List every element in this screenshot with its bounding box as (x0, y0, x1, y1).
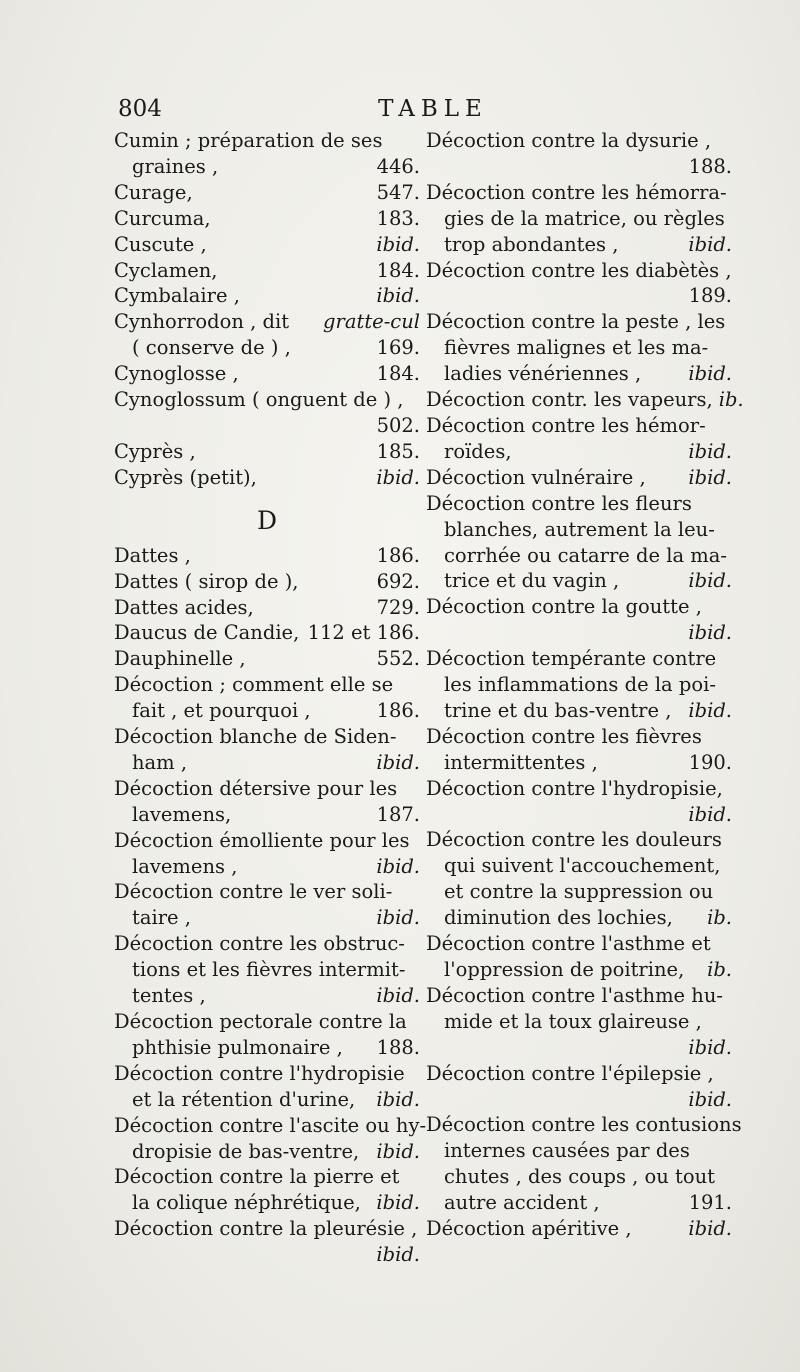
entry-text: roïdes, (444, 439, 512, 463)
entry-line (114, 1139, 420, 1165)
entry-text: Décoction ; comment elle se (114, 673, 394, 697)
page-reference: ibid. (376, 906, 420, 930)
page-reference: ibid. (688, 232, 732, 256)
entry-line (114, 1061, 420, 1087)
index-entry (426, 1216, 732, 1242)
entry-text: Daucus de Candie, (114, 621, 300, 645)
entry-text: Cyclamen, (114, 258, 218, 282)
page-reference: 184. (376, 362, 420, 386)
entry-text: fait , et pourquoi , (132, 699, 311, 723)
entry-line (426, 724, 732, 750)
entry-text: phthisie pulmonaire , (132, 1035, 343, 1059)
entry-text: Décoction contre les diabètès , (426, 258, 732, 282)
entry-text: Décoction contre les hémor- (426, 413, 706, 437)
entry-line (114, 1035, 420, 1061)
entry-line (114, 828, 420, 854)
entry-text: ( conserve de ) , (132, 336, 291, 360)
entry-line (426, 465, 732, 491)
entry-text: Décoction vulnéraire , (426, 465, 646, 489)
entry-line (114, 180, 420, 206)
entry-line (114, 465, 420, 491)
index-entry (114, 206, 420, 232)
entry-line (114, 646, 420, 672)
page-reference: ibid. (376, 984, 420, 1008)
page-reference: ibid. (688, 465, 732, 489)
index-entry (114, 724, 420, 776)
index-entry (114, 1216, 420, 1268)
index-entry (114, 232, 420, 258)
page-reference: 183. (376, 206, 420, 230)
entry-line (426, 646, 732, 672)
entry-text: tions et les fièvres intermit- (132, 958, 406, 982)
index-entry (426, 309, 732, 387)
entry-text: Curcuma, (114, 206, 211, 230)
entry-line (114, 957, 420, 983)
entry-line (114, 672, 420, 698)
page-reference: 729. (376, 595, 420, 619)
entry-text: Décoction contre la pierre et (114, 1165, 400, 1189)
index-entry (426, 387, 744, 413)
entry-line (114, 854, 420, 880)
entry-text: Décoction contre les obstruc- (114, 932, 405, 956)
page-reference: 552. (376, 647, 420, 671)
entry-text: Cynoglossum ( onguent de ) , (114, 388, 404, 412)
entry-text: trop abondantes , (444, 232, 619, 256)
entry-text: Décoction contre les hémorra- (426, 180, 727, 204)
entry-line (114, 620, 420, 646)
index-entry (426, 413, 732, 465)
entry-text: blanches, autrement la leu- (444, 517, 715, 541)
index-entry (114, 828, 420, 880)
entry-text: Décoction contre l'hydropisie (114, 1061, 405, 1085)
entry-line (114, 387, 420, 413)
index-entry (114, 569, 420, 595)
entry-line (114, 1009, 420, 1035)
page-reference: 502. (376, 413, 420, 437)
index-entry (426, 1112, 742, 1216)
page-reference: ibid. (376, 1191, 420, 1215)
entry-line (114, 206, 420, 232)
index-entry (426, 594, 732, 646)
entry-line (114, 1190, 420, 1216)
entry-text: Décoction contre la dysurie , (426, 129, 712, 152)
page-reference: 189. (688, 284, 732, 308)
entry-line (426, 879, 732, 905)
index-entry (114, 128, 420, 180)
entry-line (426, 154, 732, 180)
entry-text: corrhée ou catarre de la ma- (444, 543, 728, 567)
entry-line (426, 1190, 732, 1216)
page-reference: 188. (688, 154, 732, 178)
entry-line (426, 1112, 742, 1138)
entry-line (114, 879, 420, 905)
entry-line (426, 258, 732, 284)
entry-text: Décoction contre l'hydropisie, (426, 776, 723, 800)
entry-line (426, 361, 732, 387)
page-reference: ib. (707, 906, 732, 930)
index-entry (114, 465, 420, 491)
entry-line (426, 232, 732, 258)
entry-text: Décoction contre la goutte , (426, 595, 702, 619)
index-group-c (114, 128, 420, 491)
entry-text: Cyprès (petit), (114, 465, 257, 489)
entry-line (426, 413, 732, 439)
page-reference: 186. (376, 543, 420, 567)
entry-line (426, 1087, 732, 1113)
entry-text: Décoction contre les douleurs (426, 828, 722, 852)
page-reference: ibid. (688, 1035, 732, 1059)
page-reference: ibid. (688, 802, 732, 826)
page-reference: ibid. (688, 439, 732, 463)
entry-text: Décoction blanche de Siden- (114, 725, 397, 749)
page-header (118, 96, 748, 124)
right-column (426, 128, 744, 1242)
entry-line (426, 594, 732, 620)
entry-line (426, 387, 744, 413)
entry-text: et la rétention d'urine, (132, 1087, 356, 1111)
entry-text: Décoction contr. les vapeurs, (426, 388, 713, 412)
entry-line (114, 905, 420, 931)
entry-text: qui suivent l'accouchement, (444, 854, 721, 878)
index-entry (114, 1113, 427, 1165)
entry-text: Décoction contre les contusions (426, 1113, 742, 1137)
page-reference: ibid. (376, 854, 420, 878)
entry-text: Décoction contre la pleurésie , (114, 1217, 418, 1241)
entry-line (114, 1164, 420, 1190)
page-reference: 186. (376, 699, 420, 723)
entry-text: lavemens, (132, 802, 232, 826)
index-entry (426, 180, 732, 258)
entry-line (426, 957, 732, 983)
entry-text: et contre la suppression ou (444, 880, 714, 904)
page-reference: 191. (688, 1191, 732, 1215)
entry-line (114, 1242, 420, 1268)
page-reference: ibid. (376, 465, 420, 489)
entry-text: Décoction contre l'asthme et (426, 932, 711, 956)
page-reference: 188. (376, 1035, 420, 1059)
entry-text: Décoction apéritive , (426, 1217, 632, 1241)
entry-text: Décoction contre l'ascite ou hy- (114, 1113, 427, 1137)
entry-line (114, 569, 420, 595)
entry-text: Cumin ; préparation de ses (114, 129, 383, 152)
page-title: TABLE (378, 96, 488, 122)
entry-text: trice et du vagin , (444, 569, 620, 593)
index-entry (114, 361, 420, 387)
entry-line (426, 491, 732, 517)
index-entry (114, 258, 420, 284)
left-column (114, 128, 427, 1268)
entry-line (426, 672, 732, 698)
index-entry (426, 931, 732, 983)
page-reference: ibid. (688, 1217, 732, 1241)
entry-line (114, 931, 420, 957)
index-entry (426, 827, 732, 931)
entry-line (114, 335, 420, 361)
entry-text: diminution des lochies, (444, 906, 673, 930)
entry-text: Décoction contre le ver soli- (114, 880, 393, 904)
entry-line (426, 180, 732, 206)
index-entry (426, 465, 732, 491)
entry-line (426, 620, 732, 646)
index-entry (114, 672, 420, 724)
page-reference: ibid. (688, 362, 732, 386)
entry-line (426, 517, 732, 543)
entry-text: Décoction pectorale contre la (114, 1010, 407, 1033)
entry-line (114, 983, 420, 1009)
entry-line (426, 335, 732, 361)
entry-line (426, 750, 732, 776)
page-reference: ibid. (376, 232, 420, 256)
entry-line (426, 827, 732, 853)
entry-line (114, 439, 420, 465)
index-group-decoctions (426, 128, 744, 1242)
entry-text: gies de la matrice, ou règles (444, 206, 725, 230)
index-entry (114, 543, 420, 569)
entry-text: Cynhorrodon , dit (114, 310, 290, 334)
page-reference: 547. (376, 180, 420, 204)
page-reference: ibid. (376, 750, 420, 774)
entry-text: internes causées par des (444, 1139, 690, 1163)
entry-line (114, 128, 420, 154)
entry-text: Décoction contre l'asthme hu- (426, 983, 724, 1007)
entry-text: Cuscute , (114, 232, 207, 256)
page-reference: 112 et 186. (307, 621, 420, 645)
page-reference: gratte-cul (323, 310, 420, 334)
page-reference: 187. (376, 802, 420, 826)
entry-line (114, 413, 420, 439)
entry-text: trine et du bas-ventre , (444, 698, 672, 722)
entry-text: dropisie de bas-ventre, (132, 1139, 360, 1163)
index-entry (114, 1061, 420, 1113)
entry-line (114, 595, 420, 621)
entry-text: Dattes , (114, 543, 191, 567)
entry-text: tentes , (132, 984, 206, 1008)
entry-line (426, 853, 732, 879)
entry-text: Cymbalaire , (114, 284, 240, 308)
entry-text: Dauphinelle , (114, 647, 246, 671)
entry-text: Décoction émolliente pour les (114, 828, 410, 852)
page-reference: ibid. (376, 1243, 420, 1267)
index-group-d (114, 543, 427, 1268)
entry-text: taire , (132, 906, 191, 930)
page-reference: ibid. (688, 1087, 732, 1111)
index-entry (426, 724, 732, 776)
index-entry (426, 983, 732, 1061)
entry-line (114, 724, 420, 750)
entry-line (114, 776, 420, 802)
index-entry (426, 1061, 732, 1113)
page-reference: ibid. (688, 621, 732, 645)
entry-line (114, 361, 420, 387)
index-entry (114, 646, 420, 672)
entry-text: graines , (132, 154, 219, 178)
entry-text: Cyprès , (114, 439, 196, 463)
entry-line (114, 258, 420, 284)
page-reference: 692. (376, 569, 420, 593)
page-reference: ibid. (376, 1087, 420, 1111)
entry-text: intermittentes , (444, 750, 598, 774)
entry-line (426, 698, 732, 724)
page-reference: 446. (376, 154, 420, 178)
entry-line (426, 1216, 732, 1242)
index-entry (426, 491, 732, 595)
page-reference: 185. (376, 439, 420, 463)
entry-text: Décoction contre la peste , les (426, 310, 726, 334)
entry-text: ladies vénériennes , (444, 362, 642, 386)
index-entry (114, 931, 420, 1009)
index-entry (426, 776, 732, 828)
index-entry (114, 439, 420, 465)
entry-text: autre accident , (444, 1191, 600, 1215)
entry-line (114, 698, 420, 724)
entry-line (426, 776, 732, 802)
index-entry (114, 1164, 420, 1216)
section-letter: D (256, 505, 278, 535)
entry-line (114, 1113, 427, 1139)
entry-line (426, 568, 732, 594)
entry-line (114, 543, 420, 569)
index-entry (114, 879, 420, 931)
entry-line (114, 802, 420, 828)
index-entry (426, 128, 732, 180)
entry-line (114, 154, 420, 180)
entry-line (114, 1087, 420, 1113)
entry-line (114, 309, 420, 335)
index-entry (114, 309, 420, 361)
entry-text: mide et la toux glaireuse , (444, 1009, 702, 1033)
entry-text: ham , (132, 750, 188, 774)
entry-line (426, 206, 732, 232)
index-entry (114, 387, 420, 439)
entry-line (426, 983, 732, 1009)
entry-line (426, 309, 732, 335)
page-reference: ibid. (376, 1139, 420, 1163)
index-entry (114, 180, 420, 206)
index-entry (114, 595, 420, 621)
entry-text: Curage, (114, 180, 193, 204)
entry-text: la colique néphrétique, (132, 1191, 361, 1215)
entry-line (426, 543, 732, 569)
entry-text: Décoction contre l'épilepsie , (426, 1061, 714, 1085)
page-reference: 190. (688, 750, 732, 774)
entry-line (426, 1164, 732, 1190)
entry-text: Dattes ( sirop de ), (114, 569, 299, 593)
entry-line (426, 1009, 732, 1035)
entry-line (114, 750, 420, 776)
index-entry (426, 258, 732, 310)
entry-text: les inflammations de la poi- (444, 673, 716, 697)
entry-line (426, 905, 732, 931)
entry-line (426, 1061, 732, 1087)
entry-line (114, 283, 420, 309)
entry-line (114, 1216, 420, 1242)
entry-line (114, 232, 420, 258)
entry-text: lavemens , (132, 854, 238, 878)
index-entry (114, 776, 420, 828)
entry-text: Décoction tempérante contre (426, 647, 717, 671)
page-reference: ib. (718, 388, 744, 412)
entry-text: l'oppression de poitrine, (444, 958, 685, 981)
entry-text: chutes , des coups , ou tout (444, 1165, 716, 1189)
page-reference: ibid. (376, 284, 420, 308)
entry-text: Dattes acides, (114, 595, 254, 619)
page-reference: ibid. (688, 569, 732, 593)
index-entry (426, 646, 732, 724)
entry-text: Décoction contre les fièvres (426, 724, 702, 748)
index-entry (114, 1009, 420, 1061)
index-entry (114, 620, 420, 646)
entry-line (426, 128, 732, 154)
entry-line (426, 1138, 732, 1164)
entry-text: fièvres malignes et les ma- (444, 336, 709, 360)
entry-line (426, 439, 732, 465)
page-reference: 169. (376, 336, 420, 360)
entry-text: Décoction contre les fleurs (426, 491, 692, 515)
entry-text: Décoction détersive pour les (114, 776, 398, 800)
entry-text: Cynoglosse , (114, 362, 239, 386)
entry-line (426, 1035, 732, 1061)
entry-line (426, 802, 732, 828)
entry-line (426, 931, 732, 957)
entry-line (426, 283, 732, 309)
page-reference: ibid. (688, 698, 732, 722)
page-reference: ib. (707, 958, 732, 981)
index-entry (114, 283, 420, 309)
page-number: 804 (118, 96, 162, 122)
page-reference: 184. (376, 258, 420, 282)
